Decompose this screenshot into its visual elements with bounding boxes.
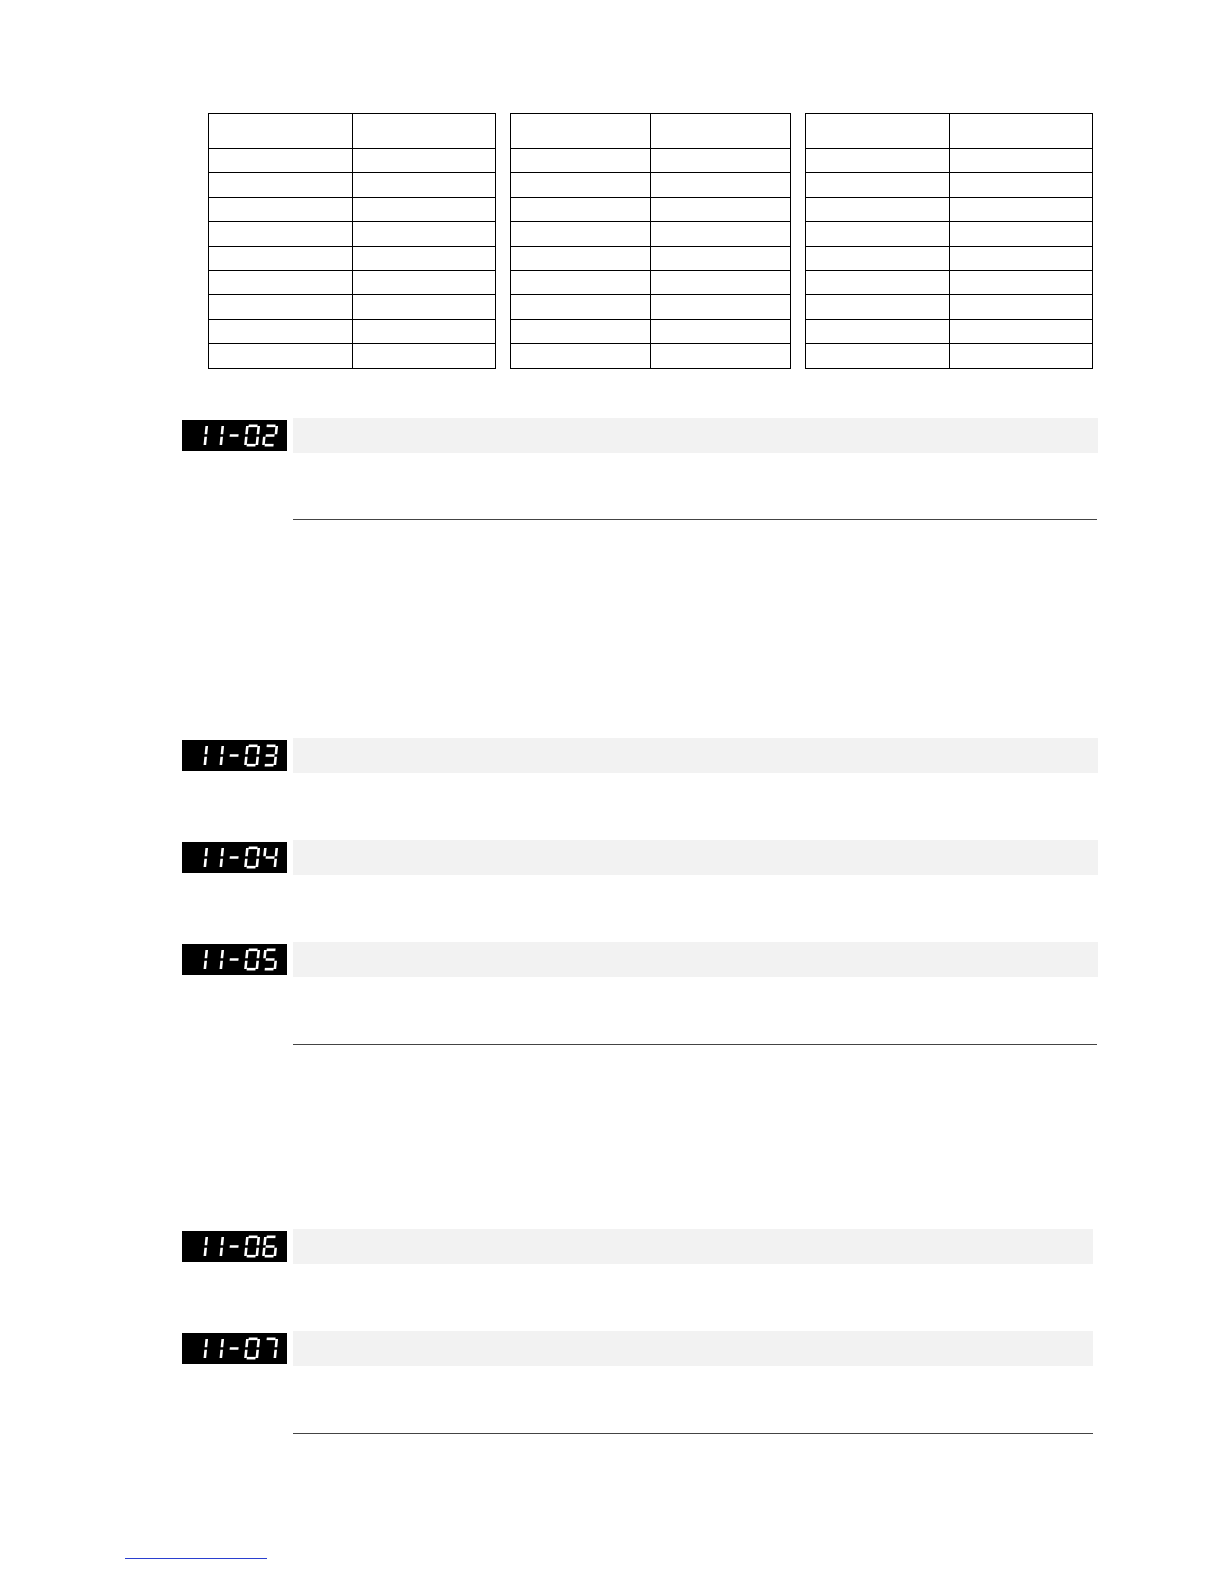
table-cell: [209, 173, 353, 197]
footnote-separator: [125, 1558, 267, 1559]
param-code-badge: [182, 1231, 287, 1262]
table-row: [511, 344, 791, 368]
section-divider: [293, 519, 1097, 520]
table-cell: [352, 344, 496, 368]
segment-digit: [267, 1338, 279, 1358]
param-title-bar: [293, 1229, 1093, 1264]
table-cell: [949, 114, 1093, 149]
table-cell: [949, 319, 1093, 343]
param-title-bar: [293, 738, 1098, 773]
table-cell: [806, 173, 950, 197]
param-title-bar: [293, 1331, 1093, 1366]
param-title-bar: [293, 942, 1098, 977]
table-row: [209, 222, 496, 246]
segment-digit: [220, 1237, 224, 1256]
table-header-row: [511, 114, 791, 149]
param-code-badge: [182, 1333, 287, 1364]
table-cell: [651, 319, 791, 343]
seven-segment-display: [182, 740, 287, 771]
table-header-row: [209, 114, 496, 149]
table-row: [209, 319, 496, 343]
table-cell: [209, 319, 353, 343]
table-cell: [511, 149, 651, 173]
seven-segment-display: [182, 842, 287, 873]
segment-digit: [244, 847, 260, 869]
table-cell: [949, 246, 1093, 270]
table-row: [806, 270, 1093, 294]
seven-segment-display: [182, 1231, 287, 1262]
table-cell: [511, 246, 651, 270]
table-cell: [949, 344, 1093, 368]
table-row: [209, 197, 496, 221]
segment-digit: [230, 434, 239, 437]
table-cell: [511, 270, 651, 294]
table-cell: [806, 344, 950, 368]
table-row: [209, 149, 496, 173]
table-cell: [209, 114, 353, 149]
table-row: [209, 344, 496, 368]
table-cell: [651, 173, 791, 197]
table-row: [806, 295, 1093, 319]
table-cell: [806, 246, 950, 270]
empty-table-2: [510, 113, 791, 369]
table-row: [511, 149, 791, 173]
table-cell: [806, 270, 950, 294]
table-row: [806, 344, 1093, 368]
table-cell: [511, 344, 651, 368]
table-cell: [511, 295, 651, 319]
table-cell: [651, 344, 791, 368]
table-row: [511, 319, 791, 343]
param-code-badge: [182, 740, 287, 771]
table-row: [511, 222, 791, 246]
empty-table-1: [208, 113, 496, 369]
param-11-02: [182, 418, 1098, 453]
table-cell: [949, 295, 1093, 319]
segment-digit: [262, 425, 278, 447]
param-code-badge: [182, 944, 287, 975]
table-cell: [806, 222, 950, 246]
segment-digit: [244, 1338, 260, 1360]
table-cell: [949, 173, 1093, 197]
table-cell: [651, 246, 791, 270]
table-cell: [806, 319, 950, 343]
segment-digit: [263, 848, 278, 867]
segment-digit: [244, 949, 260, 971]
param-11-06: [182, 1229, 1093, 1264]
seven-segment-display: [182, 944, 287, 975]
table-cell: [511, 114, 651, 149]
table-cell: [209, 295, 353, 319]
param-code-badge: [182, 420, 287, 451]
table-cell: [209, 246, 353, 270]
segment-digit: [262, 1236, 277, 1258]
table-row: [806, 246, 1093, 270]
table-cell: [352, 173, 496, 197]
seven-segment-display: [182, 420, 287, 451]
segment-digit: [220, 746, 224, 765]
segment-digit: [204, 426, 208, 445]
table-cell: [806, 295, 950, 319]
segment-digit: [244, 745, 260, 767]
table-header-row: [806, 114, 1093, 149]
table-cell: [651, 114, 791, 149]
table-cell: [352, 246, 496, 270]
segment-digit: [220, 426, 224, 445]
section-divider: [293, 1433, 1093, 1434]
param-title-bar: [293, 840, 1098, 875]
segment-digit: [230, 754, 239, 757]
segment-digit: [204, 950, 208, 969]
param-11-03: [182, 738, 1098, 773]
table-cell: [352, 295, 496, 319]
table-cell: [806, 197, 950, 221]
table-cell: [352, 114, 496, 149]
table-cell: [209, 197, 353, 221]
table-cell: [209, 222, 353, 246]
table-cell: [949, 149, 1093, 173]
segment-digit: [204, 746, 208, 765]
table-cell: [352, 149, 496, 173]
table-row: [511, 173, 791, 197]
table-row: [511, 295, 791, 319]
table-cell: [511, 173, 651, 197]
segment-digit: [265, 745, 278, 767]
table-cell: [511, 222, 651, 246]
table-cell: [651, 149, 791, 173]
table-cell: [806, 114, 950, 149]
segment-digit: [220, 1339, 224, 1358]
table-row: [511, 270, 791, 294]
table-cell: [352, 222, 496, 246]
table-row: [806, 173, 1093, 197]
segment-digit: [244, 1236, 260, 1258]
segment-digit: [204, 1237, 208, 1256]
segment-digit: [244, 425, 260, 447]
segment-digit: [220, 848, 224, 867]
table-cell: [651, 295, 791, 319]
table-cell: [352, 270, 496, 294]
table-cell: [209, 344, 353, 368]
table-cell: [949, 270, 1093, 294]
param-11-04: [182, 840, 1098, 875]
param-11-05: [182, 942, 1098, 977]
param-11-07: [182, 1331, 1093, 1366]
segment-digit: [204, 1339, 208, 1358]
table-cell: [949, 197, 1093, 221]
table-cell: [511, 197, 651, 221]
table-cell: [511, 319, 651, 343]
table-cell: [949, 222, 1093, 246]
segment-digit: [220, 950, 224, 969]
table-row: [209, 173, 496, 197]
table-row: [806, 319, 1093, 343]
table-cell: [352, 319, 496, 343]
param-title-bar: [293, 418, 1098, 453]
table-cell: [806, 149, 950, 173]
table-cell: [209, 270, 353, 294]
segment-digit: [263, 949, 277, 971]
table-cell: [651, 270, 791, 294]
param-code-badge: [182, 842, 287, 873]
segment-digit: [230, 1347, 239, 1350]
table-row: [806, 222, 1093, 246]
table-cell: [352, 197, 496, 221]
table-cell: [651, 197, 791, 221]
segment-digit: [230, 958, 239, 961]
table-row: [511, 197, 791, 221]
segment-digit: [230, 856, 239, 859]
table-row: [806, 149, 1093, 173]
segment-digit: [204, 848, 208, 867]
segment-digit: [230, 1245, 239, 1248]
table-row: [209, 246, 496, 270]
empty-table-3: [805, 113, 1093, 369]
table-row: [806, 197, 1093, 221]
table-row: [209, 270, 496, 294]
table-row: [511, 246, 791, 270]
table-cell: [209, 149, 353, 173]
table-row: [209, 295, 496, 319]
seven-segment-display: [182, 1333, 287, 1364]
section-divider: [293, 1044, 1097, 1045]
table-cell: [651, 222, 791, 246]
